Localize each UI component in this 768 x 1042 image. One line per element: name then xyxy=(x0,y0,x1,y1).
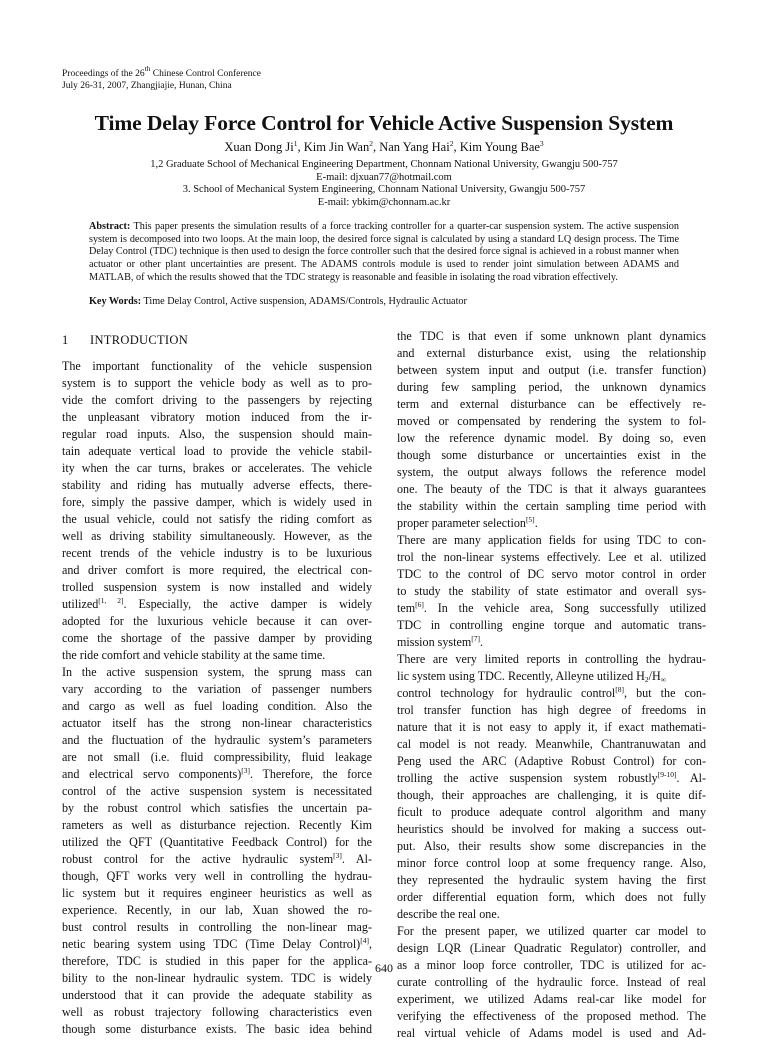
line-text: the TDC is that even if some unknown plant dynamics xyxy=(397,329,706,343)
line-text: . In the vehicle area, Song successfully utilized xyxy=(423,601,706,615)
line-text: they represented the hydraulic system having the first xyxy=(397,873,706,887)
line-text: lic system but it requires engineer heuristics as well as xyxy=(62,886,372,900)
text-line xyxy=(397,736,706,753)
line-text: mission system xyxy=(397,635,472,649)
page-number: 640 xyxy=(375,961,393,975)
line-text: curate controlling of the hydraulic force. Instead of real xyxy=(397,975,706,989)
text-line xyxy=(62,664,372,681)
keywords xyxy=(89,296,679,309)
text-line xyxy=(397,838,706,855)
text-line xyxy=(62,562,372,579)
text-line xyxy=(62,477,372,494)
line-text: though, their approaches are challenging, it is quite dif- xyxy=(397,788,706,802)
text-line xyxy=(62,409,372,426)
line-text: In the active suspension system, the sprung mass can xyxy=(62,665,372,679)
line-text: actuator itself has the strong non-linear characteristics xyxy=(62,716,372,730)
line-text: system is to support the vehicle body as well as to pro- xyxy=(62,376,372,390)
text-line xyxy=(397,685,706,702)
line-text: minor force control loop at some frequency range. Also, xyxy=(397,856,706,870)
line-text: the usual vehicle, could not satisfy the riding comfort as xyxy=(62,512,372,526)
line-text: bility to the non-linear hydraulic system. TDC is widely xyxy=(62,971,372,985)
text-line xyxy=(397,787,706,804)
line-text: stability and riding has mutually adverse effects, there- xyxy=(62,478,372,492)
line-text: real virtual vehicle of Adams model is used and Ad- xyxy=(397,1026,706,1040)
line-text: TDC in controlling engine torque and automatic trans- xyxy=(397,618,706,632)
line-text: and cargo as well as fuel loading condition. Also the xyxy=(62,699,372,713)
text-line xyxy=(397,515,706,532)
text-line xyxy=(397,770,706,787)
text-line xyxy=(62,630,372,647)
line-text: . xyxy=(480,635,484,649)
text-line xyxy=(397,1008,706,1025)
line-text: TDC to the control of DC servo motor control in order xyxy=(397,567,706,581)
text-line xyxy=(397,1025,706,1042)
text-line xyxy=(397,583,706,600)
citation-ref: [3] xyxy=(241,766,251,775)
text-line xyxy=(62,851,372,868)
line-text: Peng used the ARC (Adaptive Robust Control) for con- xyxy=(397,754,706,768)
text-line xyxy=(62,698,372,715)
line-text: . xyxy=(534,516,538,530)
line-text: proper parameter selection xyxy=(397,516,526,530)
line-text: and electrical servo components) xyxy=(62,767,242,781)
text-line xyxy=(397,549,706,566)
citation-ref: [5] xyxy=(525,515,535,524)
section-heading xyxy=(62,333,188,348)
subscript: 2 xyxy=(644,675,649,684)
text-line xyxy=(397,906,706,923)
line-text: term and external disturbance can be effectively re- xyxy=(397,397,706,411)
text-line xyxy=(397,532,706,549)
text-line xyxy=(397,821,706,838)
line-text: experience. Recently, in our lab, Xuan showed the ro- xyxy=(62,903,372,917)
proceedings-header xyxy=(62,64,261,92)
author: Xuan Dong Ji xyxy=(224,140,294,154)
line-text: to study the stability of state estimator and overall sys- xyxy=(397,584,706,598)
line-text: order differential equation form, which does not fully xyxy=(397,890,706,904)
paper-title: Time Delay Force Control for Vehicle Active Suspension System xyxy=(94,111,674,135)
line-text: fore, simply the passive damper, which is widely used in xyxy=(62,495,372,509)
text-line xyxy=(397,396,706,413)
text-line xyxy=(397,634,706,651)
line-text: recent trends of the vehicle industry is to be luxurious xyxy=(62,546,372,560)
line-text: and the fluctuation of the hydraulic system’s parameters xyxy=(62,733,372,747)
text-line xyxy=(62,579,372,596)
text-line xyxy=(62,868,372,885)
text-line xyxy=(62,834,372,851)
text-line xyxy=(397,481,706,498)
text-line xyxy=(62,392,372,409)
text-line xyxy=(62,749,372,766)
citation-ref: [6] xyxy=(415,600,424,609)
line-text: trol the non-linear systems effectively. Lee et al. utilized xyxy=(397,550,706,564)
line-text: the unpleasant vibratory motion induced from the ir- xyxy=(62,410,372,424)
text-line xyxy=(397,413,706,430)
line-text: and driver comfort is more required, the electrical con- xyxy=(62,563,372,577)
line-text: For the present paper, we utilized quarter car model to xyxy=(397,924,706,938)
line-text: well as robust trajectory following characteristics even xyxy=(62,1005,372,1019)
affiliation-line: 1,2 Graduate School of Mechanical Engineering Department, Chonnam National University, Gwangju 500-757 xyxy=(150,159,618,170)
line-text: ficult to produce adequate control algorithm and many xyxy=(397,805,706,819)
subscript: ∞ xyxy=(660,675,667,684)
text-line xyxy=(397,464,706,481)
text-line xyxy=(397,872,706,889)
line-text: netic bearing system using TDC (Time Delay Control) xyxy=(62,937,361,951)
line-text: /H xyxy=(648,669,661,683)
line-text: well as driving stability simultaneously. However, as the xyxy=(62,529,372,543)
text-line xyxy=(397,974,706,991)
text-line xyxy=(62,766,372,783)
line-text: control technology for hydraulic control xyxy=(397,686,616,700)
text-line xyxy=(62,647,372,664)
line-text: lic system using TDC. Recently, Alleyne utilized H xyxy=(397,669,645,683)
line-text: are not small (i.e. fluid compressibility, fluid leakage xyxy=(62,750,372,764)
text-line xyxy=(397,719,706,736)
author-list: Xuan Dong Ji$^1$, Kim Jin Wan$^2$, Nan Yang Hai$^2$, Kim Young Bae$^3$ xyxy=(224,139,544,154)
line-text: though, QFT works very well in controlling the hydrau- xyxy=(62,869,372,883)
line-text: come the shortage of the passive damper by providing xyxy=(62,631,372,645)
text-line xyxy=(397,345,706,362)
author: Kim Young Bae xyxy=(459,140,540,154)
text-line xyxy=(397,702,706,719)
line-text: system, the output always follows the reference model xyxy=(397,465,706,479)
section-title: INTRODUCTION xyxy=(90,333,189,347)
line-text: vide the comfort driving to the passengers by rejecting xyxy=(62,393,372,407)
text-line xyxy=(62,732,372,749)
line-text: put. Also, their results show some discrepancies in the xyxy=(397,839,706,853)
line-text: one. The beauty of the TDC is that it always guarantees xyxy=(397,482,706,496)
line-text: between system input and output (i.e. transfer function) xyxy=(397,363,706,377)
text-line xyxy=(397,498,706,515)
text-line xyxy=(62,902,372,919)
line-text: understood that it can provide the adequate stability as xyxy=(62,988,372,1002)
citation-ref: [3] xyxy=(333,851,342,860)
text-line xyxy=(62,936,372,953)
line-text: the stability within the certain sampling time period with xyxy=(397,499,706,513)
text-line xyxy=(397,430,706,447)
citation-ref: [1, 2] xyxy=(98,596,124,605)
text-line xyxy=(397,753,706,770)
text-line xyxy=(397,889,706,906)
line-text: as a minor loop force controller, TDC is utilized for ac- xyxy=(397,958,706,972)
line-text: robust control for the active hydraulic system xyxy=(62,852,334,866)
line-text: experiment, we utilized Adams real-car like model for xyxy=(397,992,706,1006)
line-text: bust control results in controlling the non-linear mag- xyxy=(62,920,372,934)
line-text: , xyxy=(368,937,372,951)
email-line: E-mail: djxuan77@hotmail.com xyxy=(316,171,452,183)
line-text: design LQR (Linear Quadratic Regulator) controller, and xyxy=(397,941,706,955)
line-text: utilized xyxy=(62,597,99,611)
author: Nan Yang Hai xyxy=(379,140,450,154)
line-text: . Al- xyxy=(341,852,372,866)
line-text: tain adequate vertical load to provide the vehicle stabil- xyxy=(62,444,372,458)
text-line xyxy=(397,804,706,821)
affiliations xyxy=(0,159,768,210)
line-text: trolled suspension system is now installed and widely xyxy=(62,580,372,594)
text-line xyxy=(62,919,372,936)
right-column xyxy=(397,328,706,1040)
line-text: trolling the active suspension system robustly xyxy=(397,771,658,785)
text-line xyxy=(62,715,372,732)
keywords-text: Time Delay Control, Active suspension, ADAMS/Controls, Hydraulic Actuator xyxy=(143,296,467,307)
text-line xyxy=(62,494,372,511)
line-text: vary according to the variation of passenger numbers xyxy=(62,682,372,696)
line-text: . Al- xyxy=(676,771,706,785)
text-line xyxy=(397,362,706,379)
text-line xyxy=(397,923,706,940)
line-text: moved or compensated by rendering the system to fol- xyxy=(397,414,706,428)
line-text: low the reference dynamic model. By doing so, even xyxy=(397,431,706,445)
text-line xyxy=(62,426,372,443)
text-line xyxy=(397,940,706,957)
text-line xyxy=(62,885,372,902)
text-line xyxy=(397,328,706,345)
text-line xyxy=(62,358,372,375)
citation-ref: [8] xyxy=(615,685,625,694)
line-text: describe the real one. xyxy=(397,907,500,921)
line-text: the ride comfort and vehicle stability at the same time. xyxy=(62,648,326,662)
proceedings-line-1: Proceedings of the 26th Chinese Control Conference xyxy=(62,64,261,79)
citation-ref: [7] xyxy=(471,634,481,643)
text-line xyxy=(397,566,706,583)
text-line xyxy=(62,783,372,800)
text-line xyxy=(397,600,706,617)
line-text: , but the con- xyxy=(624,686,706,700)
line-text: . Especially, the active damper is widely xyxy=(123,597,372,611)
text-line xyxy=(397,617,706,634)
left-column xyxy=(62,358,372,1036)
text-line xyxy=(62,443,372,460)
line-text: by the robust control which satisfies the uncertain pa- xyxy=(62,801,372,815)
line-text: The important functionality of the vehicle suspension xyxy=(62,359,372,373)
line-text: ity when the car turns, brakes or accelerates. The vehicle xyxy=(62,461,372,475)
abstract-label: Abstract: xyxy=(89,221,131,232)
text-line xyxy=(397,651,706,668)
text-line xyxy=(397,379,706,396)
email-line: E-mail: ybkim@chonnam.ac.kr xyxy=(317,197,451,209)
text-line xyxy=(62,613,372,630)
line-text: utilized the QFT (Quantitative Feedback Control) for the xyxy=(62,835,372,849)
text-line xyxy=(397,447,706,464)
line-text: adopted for the luxurious vehicle because it can over- xyxy=(62,614,372,628)
author: Kim Jin Wan xyxy=(303,140,370,154)
text-line xyxy=(62,596,372,613)
keywords-label: Key Words: xyxy=(89,296,142,307)
line-text: verifying the effectiveness of the proposed method. The xyxy=(397,1009,706,1023)
line-text: nature that it is not easy to apply it, if exact mathemati- xyxy=(397,720,706,734)
abstract-text: This paper presents the simulation results of a force tracking controller for a quarter-car suspension system. The active suspension system is decomposed into two loops. At the main loop, the desired force signal is calculated by using a standard LQ design process. The Time Delay Control (TDC) technique is then used to design the force controller such that the desired force signal is achieved in a robust manner when actuator or other plant uncertainties are present. The ADAMS controls module is used to render joint simulation between ADAMS and MATLAB, of which the results showed that the TDC strategy is reasonable and feasible in isolating the road vibration effectively. xyxy=(89,221,679,283)
line-text: . Therefore, the force xyxy=(250,767,372,781)
line-text: though some disturbance exists. The basic idea behind xyxy=(62,1022,372,1036)
line-text: cal model is not ready. Meanwhile, Chantranuwatan and xyxy=(397,737,706,751)
line-text: regular road inputs. Also, the suspension should main- xyxy=(62,427,372,441)
text-line xyxy=(62,1004,372,1021)
section-number: 1 xyxy=(62,333,69,347)
line-text: though some disturbance or uncertainties exist in the xyxy=(397,448,706,462)
line-text: therefore, TDC is studied in this paper for the applica- xyxy=(62,954,372,968)
line-text: heuristics should be involved for making a success out- xyxy=(397,822,706,836)
text-line xyxy=(62,528,372,545)
affiliation-line: 3. School of Mechanical System Engineering, Chonnam National University, Gwangju 500-757 xyxy=(182,184,586,196)
text-line xyxy=(62,545,372,562)
line-text: during few sampling period, the unknown dynamics xyxy=(397,380,706,394)
line-text: rameters as well as disturbance rejection. Recently Kim xyxy=(62,818,372,832)
line-text: trol transfer function has high degree of freedoms in xyxy=(397,703,706,717)
text-line xyxy=(397,855,706,872)
text-line xyxy=(62,681,372,698)
proceedings-line-2: July 26-31, 2007, Zhangjiajie, Hunan, China xyxy=(62,81,232,91)
text-line xyxy=(62,511,372,528)
citation-ref: [4] xyxy=(360,936,369,945)
line-text: control of the active suspension system is necessitated xyxy=(62,784,372,798)
abstract xyxy=(89,221,679,285)
text-line xyxy=(62,800,372,817)
text-line xyxy=(62,460,372,477)
line-text: There are many application fields for using TDC to con- xyxy=(397,533,706,547)
text-line xyxy=(62,817,372,834)
citation-ref: [9-10] xyxy=(657,770,677,779)
line-text: tem xyxy=(397,601,416,615)
line-text: and external disturbance exist, using the relationship xyxy=(397,346,706,360)
text-line xyxy=(397,991,706,1008)
line-text: There are very limited reports in controlling the hydrau- xyxy=(397,652,706,666)
text-line xyxy=(397,668,706,685)
text-line xyxy=(62,375,372,392)
text-line xyxy=(62,987,372,1004)
